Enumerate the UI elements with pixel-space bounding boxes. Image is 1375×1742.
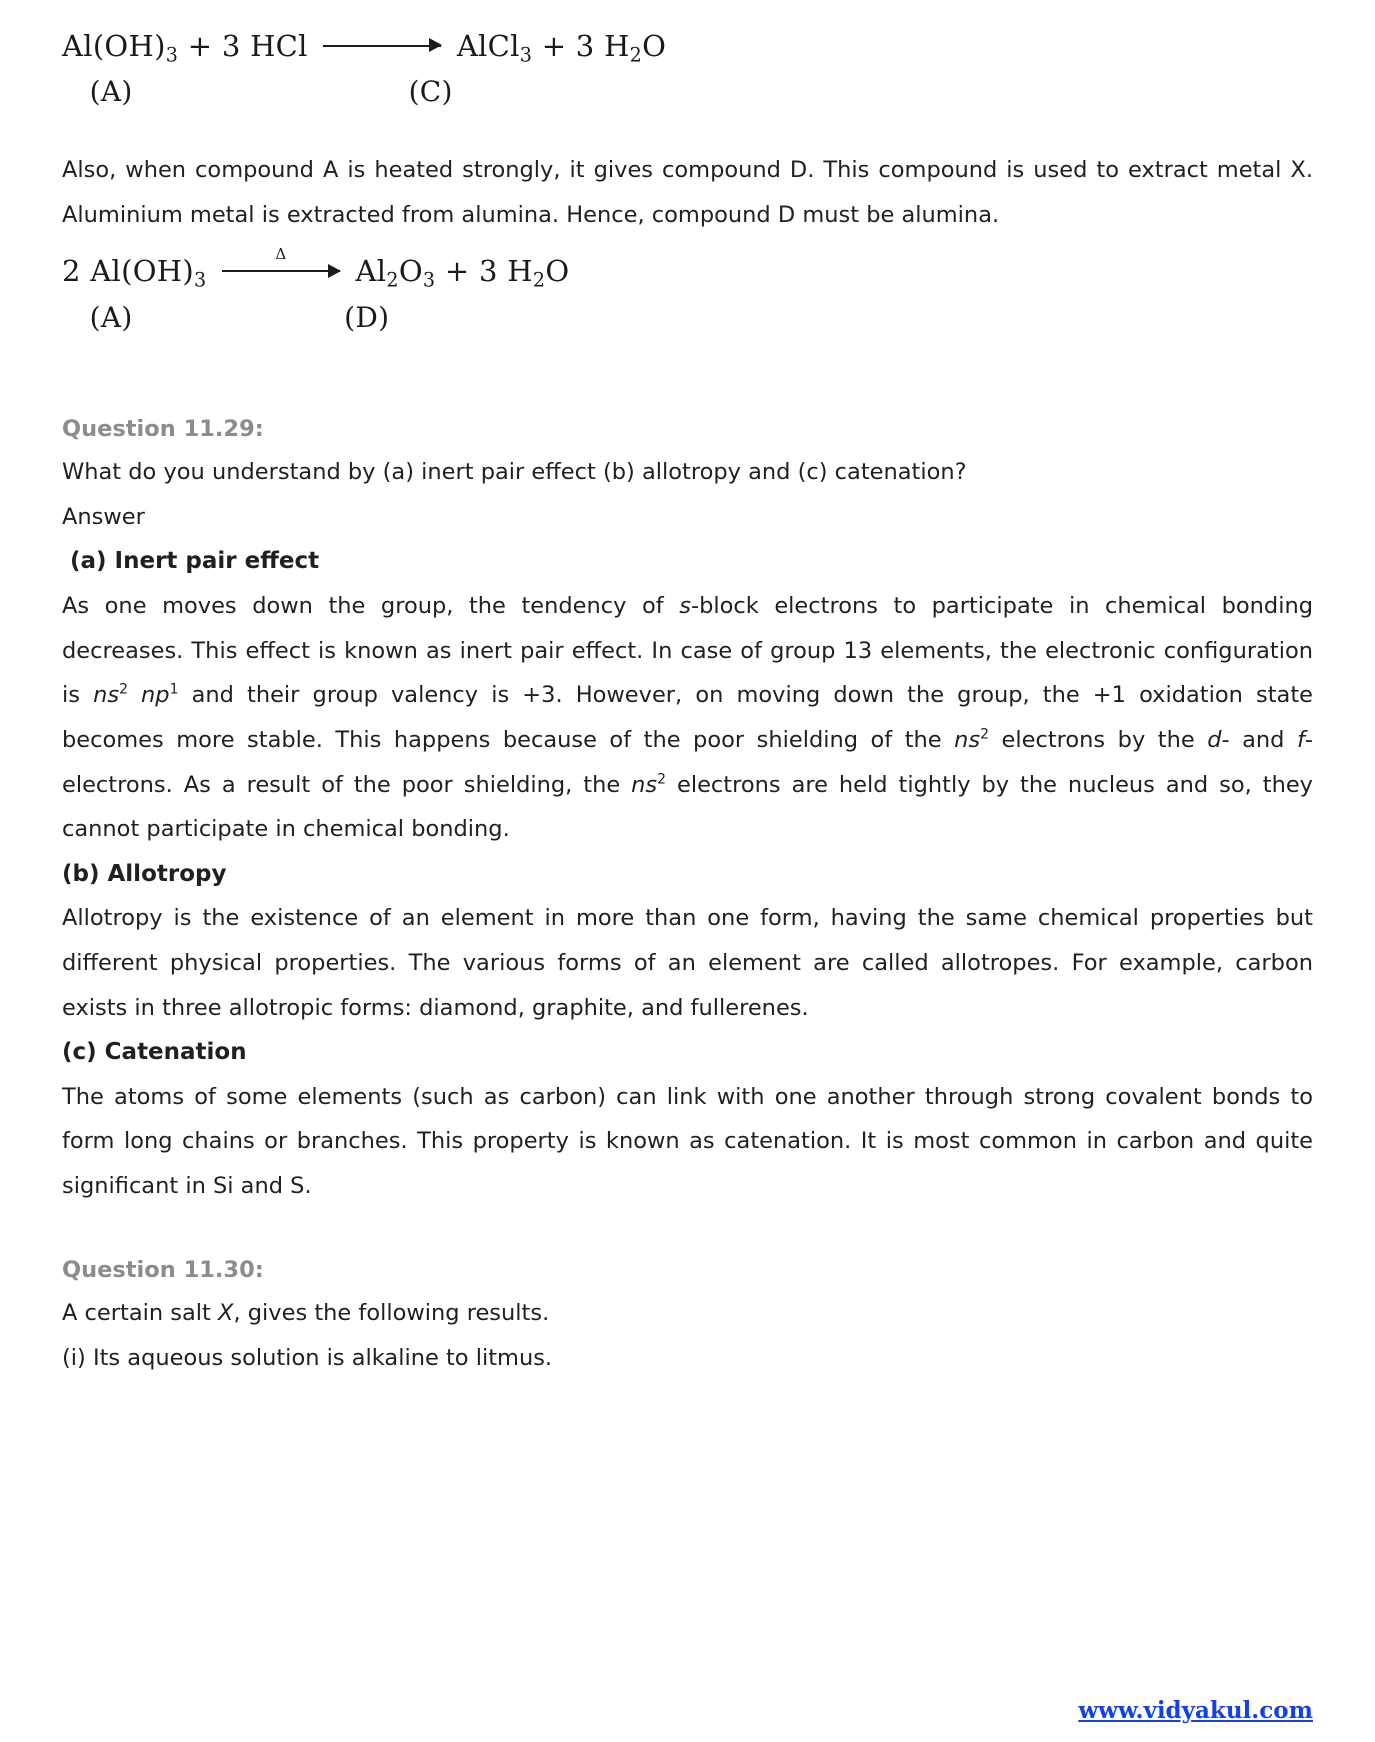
eq2-right-sub-b: 3 (422, 268, 436, 292)
part-c-text: The atoms of some elements (such as carbon) can link with one another through strong covalent bonds to form long chains or branches. This property is known as catenation. It is most common in carbon and quite significant in Si and S. (62, 1083, 1313, 1200)
part-a-seg-1: As one moves down the group, the tendency of (62, 593, 680, 620)
eq2-right-sub2: 2 (532, 268, 546, 292)
equation-1 (62, 28, 1313, 67)
part-a-seg-3: and their group valency is +3. However, on moving down the group, the +1 oxidation state becomes more stable. This happens because of the poor shielding of the (62, 682, 1313, 753)
part-a-seg-2: -block electrons to participate in chemical bonding decreases. This effect is known as inert pair effect. In case of group 13 elements, the electronic configuration is (62, 593, 1313, 709)
eq1-right-sub: 3 (519, 43, 533, 67)
part-a-sup-4: 2 (980, 726, 990, 743)
eq2-left-sub: 3 (194, 268, 207, 292)
part-a-seg-7: electrons are held tightly by the nucleus and so, they cannot participate in chemical bonding. (62, 771, 1313, 843)
part-a-seg-4: electrons by the (989, 726, 1208, 753)
eq1-right-rest: + 3 H (532, 29, 630, 63)
equation-block-1 (62, 28, 1313, 108)
part-a-sup-3: 1 (169, 681, 179, 698)
part-a-sup-2: 2 (119, 681, 128, 698)
equation-2 (62, 245, 1313, 292)
eq2-right-sub-a: 2 (386, 268, 399, 292)
answer-label-1129: Answer (62, 503, 145, 530)
equation-block-2 (62, 245, 1313, 334)
eq1-left: Al(OH) (62, 29, 166, 63)
eq2-right-rest: + 3 H (435, 254, 533, 289)
intro-paragraph: Also, when compound A is heated strongly, it gives compound D. This compound is used to extract metal X. Aluminium metal is extracted from alumina. Hence, compound D must be alumina. (62, 157, 1313, 228)
part-a-italic-3: np (141, 682, 170, 709)
eq2-right-rest2: O (545, 254, 570, 289)
eq2-right: Al (355, 254, 387, 289)
part-a-italic-5: d (1207, 726, 1222, 753)
page-footer (0, 1697, 1375, 1724)
eq2-left: Al(OH) (90, 254, 194, 289)
question-1129-heading: Question 11.29: (62, 415, 264, 442)
question-1129-text: What do you understand by (a) inert pair effect (b) allotropy and (c) catenation? (62, 459, 967, 486)
eq1-left-rest: + 3 HCl (178, 29, 308, 63)
part-b-heading: (b) Allotropy (62, 860, 227, 887)
part-a-italic-7: ns (631, 771, 658, 798)
part-a-italic-6: f (1296, 726, 1305, 753)
equation-1-labels: (A) (C) (62, 75, 453, 109)
part-a-italic-1: s (679, 593, 691, 620)
eq2-right-mid: O (398, 254, 423, 289)
part-a-italic-2: ns (93, 682, 120, 709)
eq2-arrow-label: Δ (275, 245, 287, 264)
eq1-right-rest2: O (642, 29, 667, 63)
equation-2-labels: (A) (D) (62, 300, 390, 334)
eq1-right-sub2: 2 (629, 43, 643, 67)
q1130-pre: A certain salt (62, 1300, 219, 1327)
question-1130-line-2: (i) Its aqueous solution is alkaline to litmus. (62, 1344, 553, 1371)
part-b-text: Allotropy is the existence of an element in more than one form, having the same chemical properties but different physical properties. The various forms of an element are called allotropes. For example, carbon exists in three allotropic forms: diamond, graphite, and fullerenes. (62, 905, 1313, 1021)
part-a-seg-5: - and (1221, 726, 1297, 753)
eq2-coeff: 2 (62, 254, 91, 289)
part-a-italic-4: ns (954, 726, 981, 753)
q1130-italic: X (218, 1300, 234, 1327)
reaction-arrow-heated-icon (222, 245, 340, 279)
eq1-left-sub: 3 (165, 43, 179, 67)
eq1-right: AlCl (456, 29, 520, 63)
vidyakul-link[interactable]: www.vidyakul.com (1078, 1697, 1313, 1724)
part-a-sup-7: 2 (657, 771, 667, 787)
question-1130-line-1 (62, 1291, 1313, 1336)
question-1130-heading: Question 11.30: (62, 1256, 264, 1283)
q1130-post: , gives the following results. (233, 1300, 550, 1327)
part-a-seg-6: - electrons. As a result of the poor shielding, the (62, 726, 1313, 798)
part-a-text (62, 584, 1313, 851)
part-c-heading: (c) Catenation (62, 1039, 247, 1066)
part-a-heading: (a) Inert pair effect (70, 548, 320, 575)
reaction-arrow-icon (323, 36, 441, 54)
